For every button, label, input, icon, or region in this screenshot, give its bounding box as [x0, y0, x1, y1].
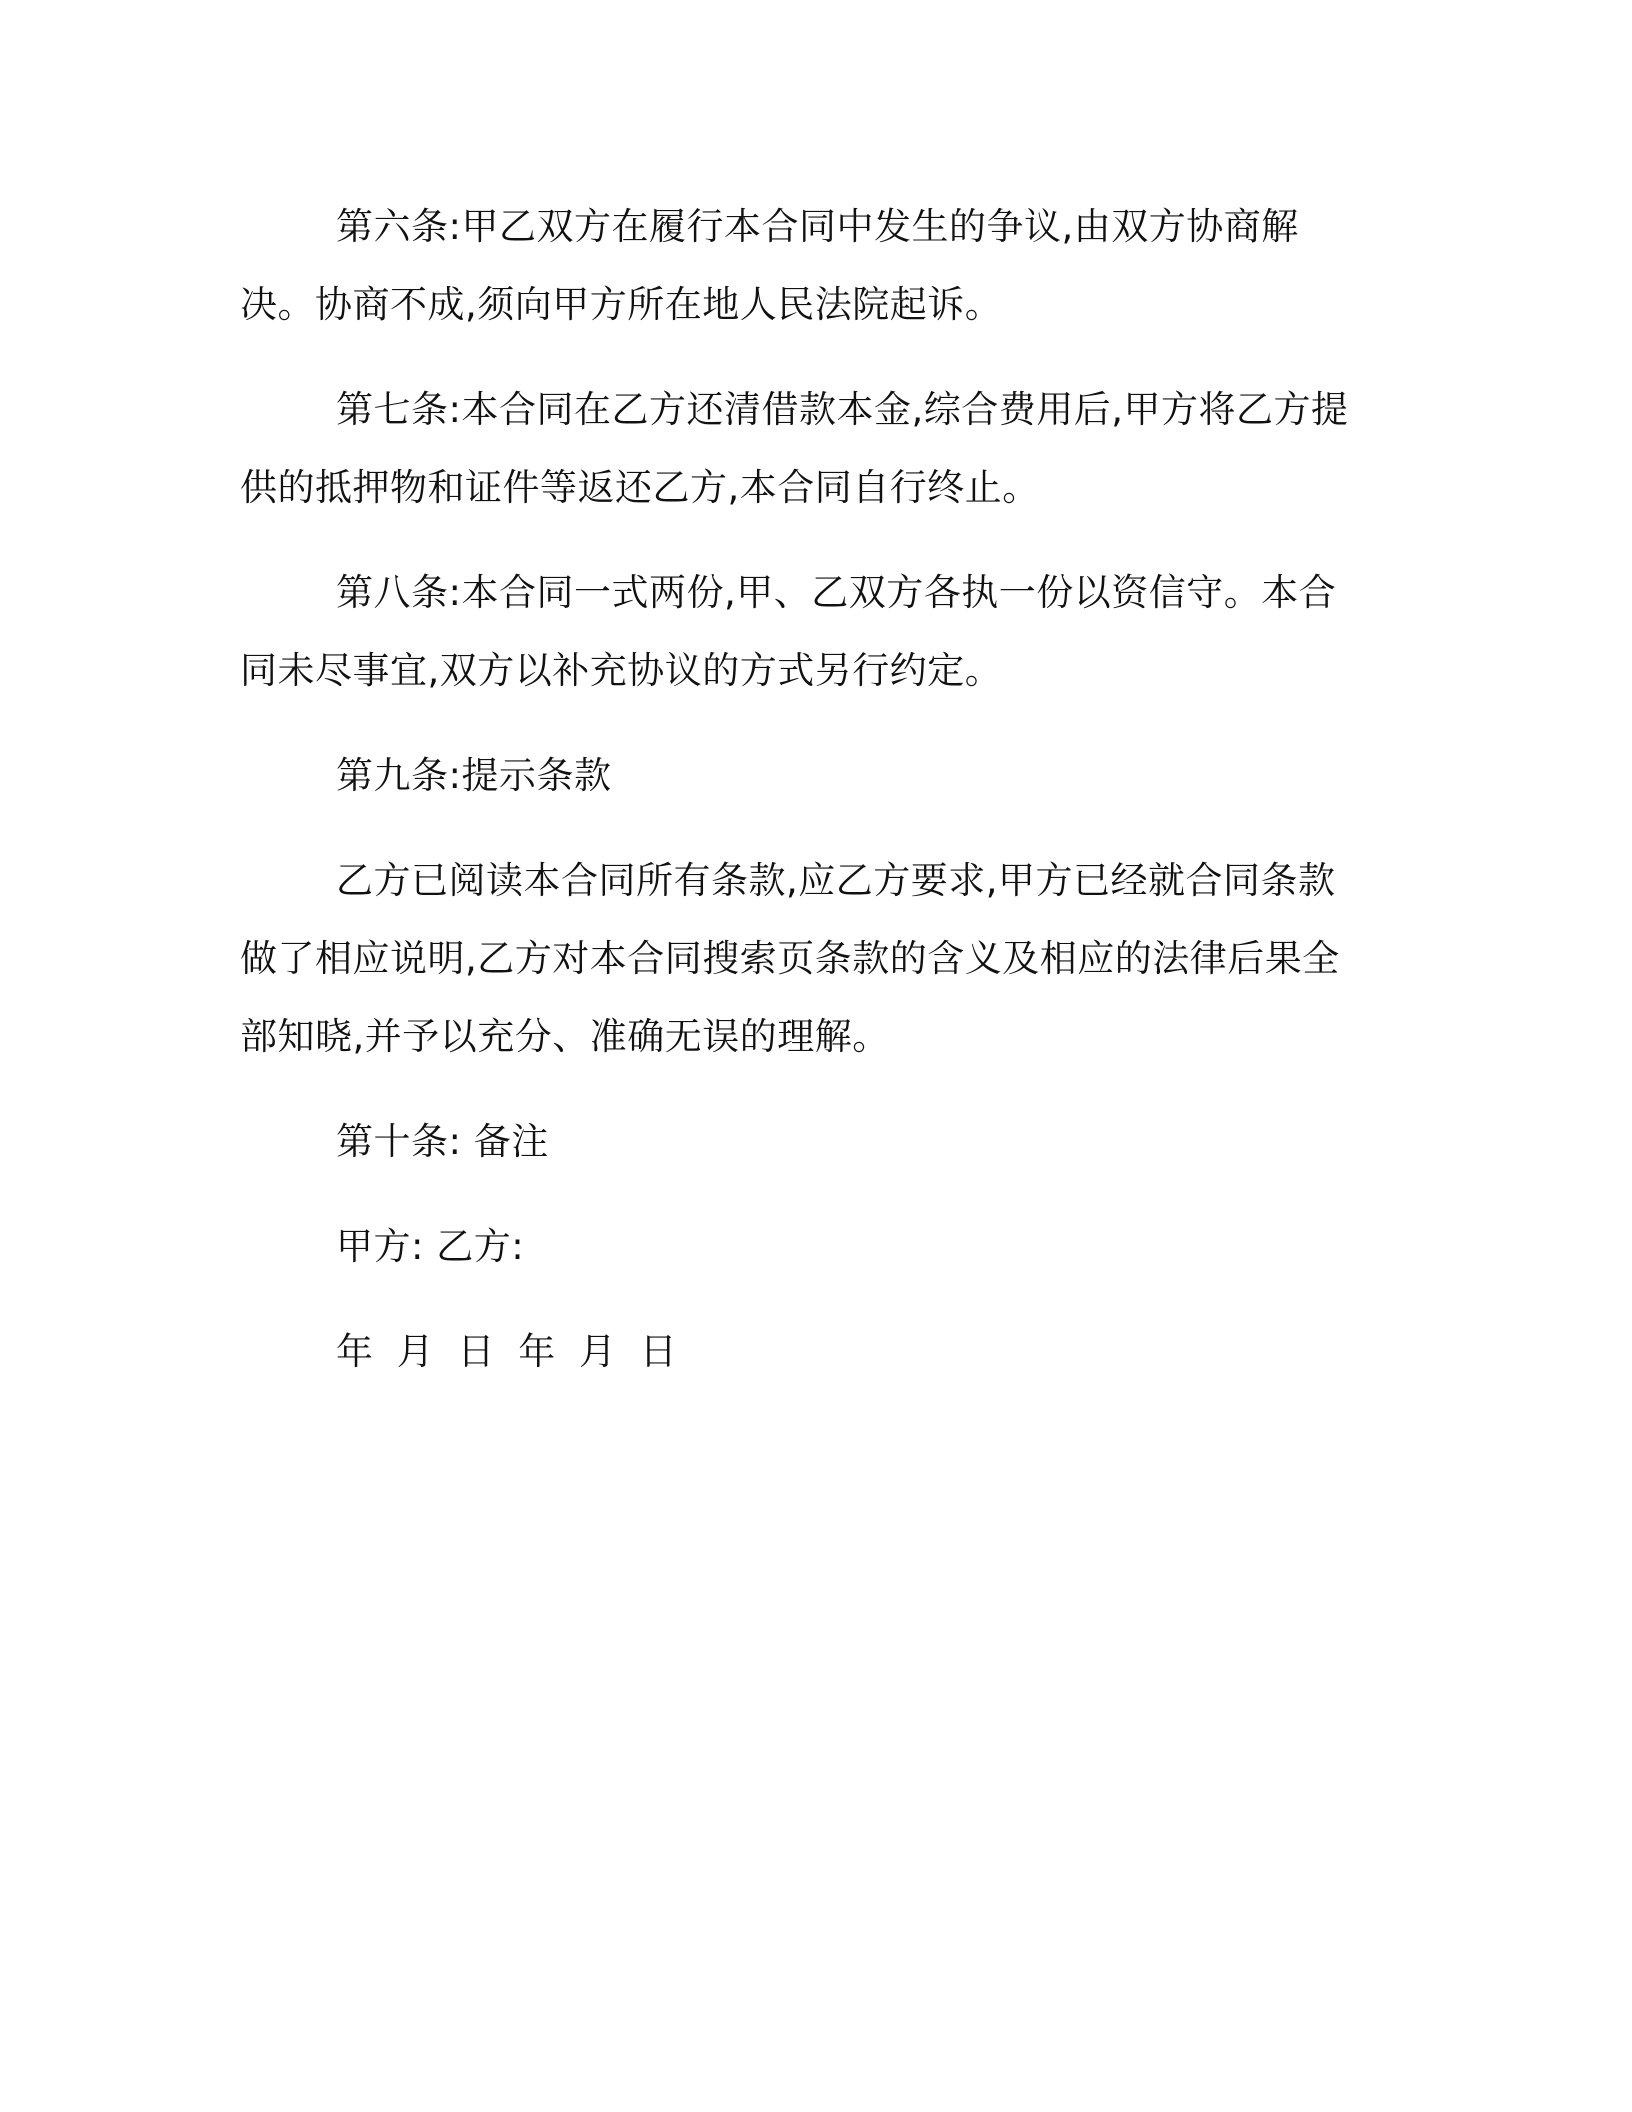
- contract-body: [240, 188, 1370, 1418]
- article-7-paragraph: 第七条:本合同在乙方还清借款本金,综合费用后,甲方将乙方提供的抵押物和证件等返还乙方,本合同自行终止。: [240, 388, 1349, 509]
- article-6-paragraph: 第六条:甲乙双方在履行本合同中发生的争议,由双方协商解决。协商不成,须向甲方所在地人民法院起诉。: [240, 205, 1299, 326]
- signature-line: 甲方: 乙方:: [336, 1225, 525, 1268]
- date-line: 年 月 日 年 月 日: [336, 1330, 683, 1373]
- article-10-paragraph: 第十条: 备注: [336, 1120, 549, 1163]
- article-9-heading: 第九条:提示条款: [336, 754, 612, 797]
- article-9-paragraph: 乙方已阅读本合同所有条款,应乙方要求,甲方已经就合同条款做了相应说明,乙方对本合同搜索页条款的含义及相应的法律后果全部知晓,并予以充分、准确无误的理解。: [240, 859, 1340, 1058]
- article-8-paragraph: 第八条:本合同一式两份,甲、乙双方各执一份以资信守。本合同未尽事宜,双方以补充协议的方式另行约定。: [240, 571, 1337, 692]
